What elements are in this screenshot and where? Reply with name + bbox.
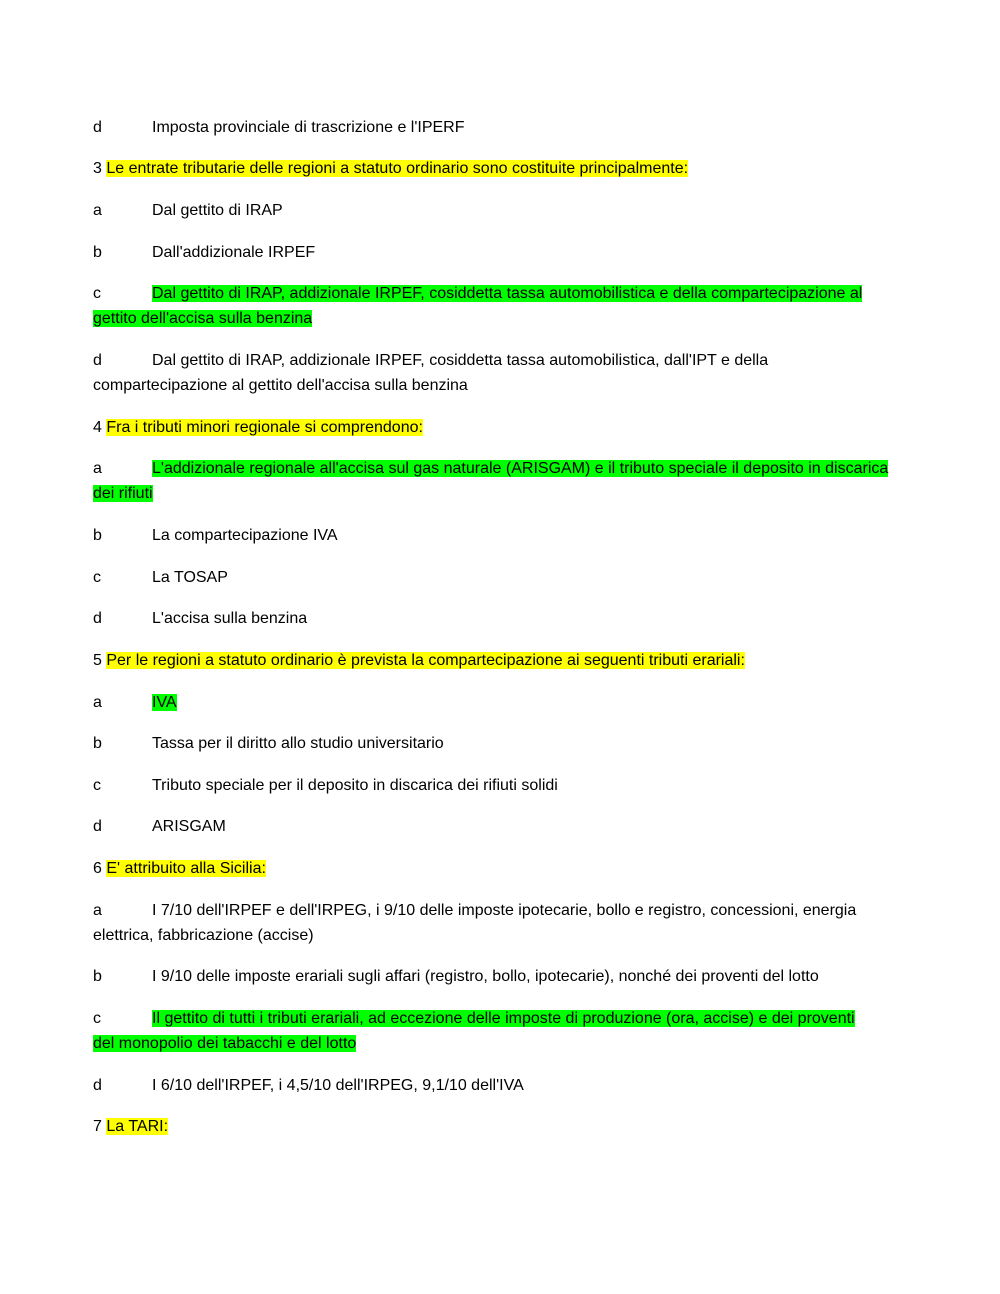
question-number: 4: [93, 419, 102, 436]
option-text-continued: dei rifiuti: [93, 485, 153, 502]
answer-option-correct: [93, 1006, 915, 1056]
answer-option: [93, 348, 915, 398]
question: [93, 648, 915, 673]
option-letter: b: [93, 735, 102, 752]
option-letter: b: [93, 968, 102, 985]
answer-option: [93, 198, 915, 223]
option-text-continued: compartecipazione al gettito dell'accisa sulla benzina: [93, 377, 468, 394]
option-letter: c: [93, 1010, 101, 1027]
answer-option-correct: [93, 281, 915, 331]
option-text: ARISGAM: [152, 818, 226, 835]
option-text-continued: gettito dell'accisa sulla benzina: [93, 310, 313, 327]
option-text: La TOSAP: [152, 569, 228, 586]
question-text: Per le regioni a statuto ordinario è prevista la compartecipazione ai seguenti tributi erariali:: [106, 652, 745, 669]
option-text: Dal gettito di IRAP, addizionale IRPEF, cosiddetta tassa automobilistica e della compartecipazione al: [152, 285, 863, 302]
option-text: Dal gettito di IRAP: [152, 202, 283, 219]
option-letter: a: [93, 202, 102, 219]
option-text: L'accisa sulla benzina: [152, 610, 308, 627]
question: [93, 156, 915, 181]
option-text: Il gettito di tutti i tributi erariali, ad eccezione delle imposte di produzione (ora, accise) e dei proventi: [152, 1010, 855, 1027]
option-text: Dal gettito di IRAP, addizionale IRPEF, cosiddetta tassa automobilistica, dall'IPT e della: [152, 352, 769, 369]
question-number: 7: [93, 1118, 102, 1135]
option-letter: d: [93, 610, 102, 627]
option-text: I 9/10 delle imposte erariali sugli affari (registro, bollo, ipotecarie), nonché dei proventi del lotto: [152, 968, 819, 985]
answer-option: [93, 898, 915, 948]
answer-option-correct: [93, 456, 915, 506]
answer-option: [93, 523, 915, 548]
answer-option: [93, 1073, 915, 1098]
option-text: L'addizionale regionale all'accisa sul gas naturale (ARISGAM) e il tributo speciale il deposito in discarica: [152, 460, 889, 477]
option-text: Tassa per il diritto allo studio universitario: [152, 735, 444, 752]
question-number: 6: [93, 860, 102, 877]
option-letter: c: [93, 569, 101, 586]
option-text-continued: elettrica, fabbricazione (accise): [93, 927, 314, 944]
option-letter: d: [93, 818, 102, 835]
option-letter: a: [93, 460, 102, 477]
option-letter: b: [93, 244, 102, 261]
option-letter: d: [93, 119, 102, 136]
answer-option: [93, 565, 915, 590]
option-letter: b: [93, 527, 102, 544]
question: [93, 1114, 915, 1139]
option-letter: d: [93, 352, 102, 369]
question-text: E' attribuito alla Sicilia:: [106, 860, 266, 877]
option-text: La compartecipazione IVA: [152, 527, 338, 544]
question-text: Fra i tributi minori regionale si comprendono:: [106, 419, 423, 436]
answer-option: [93, 814, 915, 839]
question: [93, 415, 915, 440]
answer-option: [93, 606, 915, 631]
option-text: IVA: [152, 694, 177, 711]
question-number: 5: [93, 652, 102, 669]
answer-option: [93, 964, 915, 989]
option-text: I 6/10 dell'IRPEF, i 4,5/10 dell'IRPEG, 9,1/10 dell'IVA: [152, 1077, 524, 1094]
answer-option: [93, 731, 915, 756]
question-text: Le entrate tributarie delle regioni a statuto ordinario sono costituite principalmente:: [106, 160, 689, 177]
option-letter: a: [93, 694, 102, 711]
question: [93, 856, 915, 881]
answer-option-correct: [93, 690, 915, 715]
option-text: I 7/10 dell'IRPEF e dell'IRPEG, i 9/10 delle imposte ipotecarie, bollo e registro, concessioni, energia: [152, 902, 857, 919]
answer-option: [93, 115, 915, 140]
option-text: Tributo speciale per il deposito in discarica dei rifiuti solidi: [152, 777, 558, 794]
option-letter: a: [93, 902, 102, 919]
option-letter: c: [93, 777, 101, 794]
question-text: La TARI:: [106, 1118, 169, 1135]
option-text-continued: del monopolio dei tabacchi e del lotto: [93, 1035, 357, 1052]
option-text: Dall'addizionale IRPEF: [152, 244, 316, 261]
question-number: 3: [93, 160, 102, 177]
option-text: Imposta provinciale di trascrizione e l'IPERF: [152, 119, 465, 136]
answer-option: [93, 773, 915, 798]
answer-option: [93, 240, 915, 265]
option-letter: d: [93, 1077, 102, 1094]
option-letter: c: [93, 285, 101, 302]
